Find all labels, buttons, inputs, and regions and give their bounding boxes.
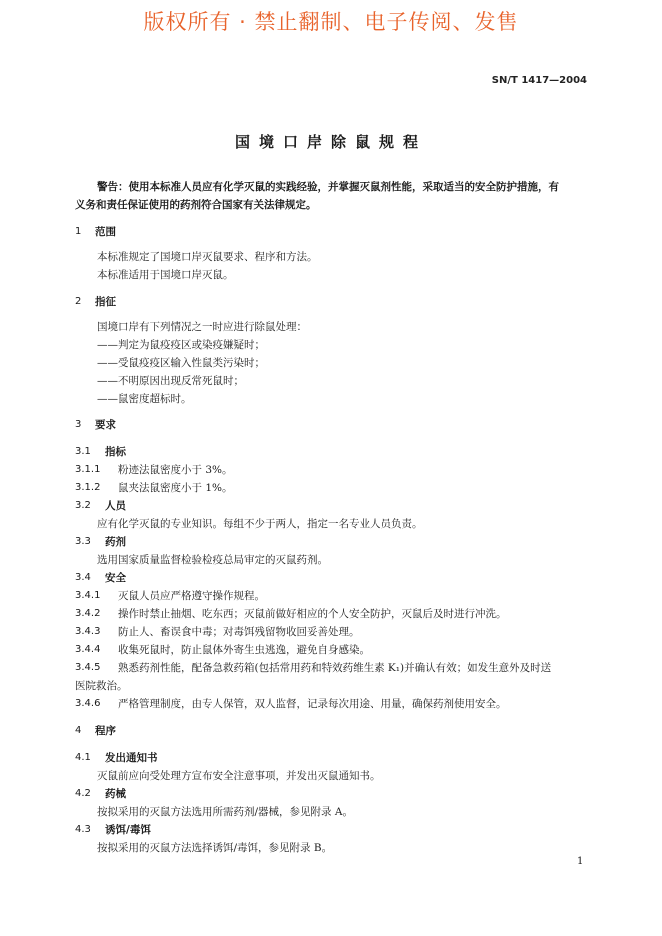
list-item: ——不明原因出现反常死鼠时； [97, 375, 244, 387]
clause-number: 3.4 [75, 572, 91, 583]
document-title: 国境口岸除鼠规程 [234, 133, 427, 151]
clause-text: 收集死鼠时，防止鼠体外寄生虫逃逸，避免自身感染。 [118, 644, 370, 656]
clause-text: 医院救治。 [75, 680, 128, 692]
clause-text: 防止人、畜误食中毒；对毒饵残留物收回妥善处理。 [118, 626, 360, 638]
page-number: 1 [577, 856, 584, 867]
clause-number: 4.2 [75, 788, 91, 799]
section-4-number: 4 [75, 725, 82, 736]
clause-title: 指标 [105, 446, 126, 458]
clause-text: 操作时禁止抽烟、吃东西；灭鼠前做好相应的个人安全防护，灭鼠后及时进行冲洗。 [118, 608, 507, 620]
clause-number: 3.4.5 [75, 662, 101, 673]
clause-title: 安全 [105, 572, 126, 584]
clause-title: 发出通知书 [105, 752, 158, 764]
clause-text: 严格管理制度，由专人保管，双人监督，记录每次用途、用量，确保药剂使用安全。 [118, 698, 507, 710]
section-2-intro: 国境口岸有下列情况之一时应进行除鼠处理： [97, 321, 307, 333]
clause-number: 4.3 [75, 824, 91, 835]
clause-text: 粉迹法鼠密度小于 3%。 [118, 464, 233, 476]
list-item: ——受鼠疫疫区输入性鼠类污染时； [97, 357, 265, 369]
section-2-number: 2 [75, 296, 82, 307]
clause-number: 3.4.3 [75, 626, 101, 637]
clause-number: 3.4.1 [75, 590, 101, 601]
clause-title: 药剂 [105, 536, 126, 548]
clause-text: 应有化学灭鼠的专业知识。每组不少于两人，指定一名专业人员负责。 [97, 518, 423, 530]
clause-number: 3.2 [75, 500, 91, 511]
clause-title: 人员 [105, 500, 126, 512]
clause-text: 按拟采用的灭鼠方法选择诱饵/毒饵，参见附录 B。 [97, 842, 333, 854]
clause-number: 4.1 [75, 752, 91, 763]
section-3-number: 3 [75, 419, 82, 430]
clause-text: 鼠夹法鼠密度小于 1%。 [118, 482, 233, 494]
warning-line-1: 警告：使用本标准人员应有化学灭鼠的实践经验，并掌握灭鼠剂性能，采取适当的安全防护措施，有 [97, 181, 559, 193]
clause-text: 选用国家质量监督检验检疫总局审定的灭鼠药剂。 [97, 554, 328, 566]
clause-number: 3.3 [75, 536, 91, 547]
clause-number: 3.4.4 [75, 644, 101, 655]
section-1-title: 范围 [95, 226, 116, 238]
section-1-number: 1 [75, 226, 82, 237]
clause-text: 熟悉药剂性能，配备急救药箱(包括常用药和特效药维生素 K₁)并确认有效；如发生意外及时送 [118, 662, 552, 674]
clause-title: 药械 [105, 788, 126, 800]
list-item: ——判定为鼠疫疫区或染疫嫌疑时； [97, 339, 265, 351]
clause-text: 灭鼠人员应严格遵守操作规程。 [118, 590, 265, 602]
section-1-paragraph: 本标准规定了国境口岸灭鼠要求、程序和方法。 [97, 251, 318, 263]
clause-number: 3.1 [75, 446, 91, 457]
clause-number: 3.4.2 [75, 608, 101, 619]
clause-title: 诱饵/毒饵 [105, 824, 151, 836]
section-2-title: 指征 [95, 296, 116, 308]
section-4-title: 程序 [95, 725, 116, 737]
list-item: ——鼠密度超标时。 [97, 393, 192, 405]
clause-text: 灭鼠前应向受处理方宣布安全注意事项，并发出灭鼠通知书。 [97, 770, 381, 782]
clause-number: 3.1.2 [75, 482, 101, 493]
standard-code: SN/T 1417—2004 [491, 75, 587, 86]
clause-number: 3.1.1 [75, 464, 101, 475]
warning-line-2: 义务和责任保证使用的药剂符合国家有关法律规定。 [75, 199, 317, 211]
clause-number: 3.4.6 [75, 698, 101, 709]
watermark-banner: 版权所有 · 禁止翻制、电子传阅、发售 [143, 10, 519, 34]
clause-text: 按拟采用的灭鼠方法选用所需药剂/器械，参见附录 A。 [97, 806, 353, 818]
section-3-title: 要求 [95, 419, 116, 431]
section-1-paragraph: 本标准适用于国境口岸灭鼠。 [97, 269, 234, 281]
